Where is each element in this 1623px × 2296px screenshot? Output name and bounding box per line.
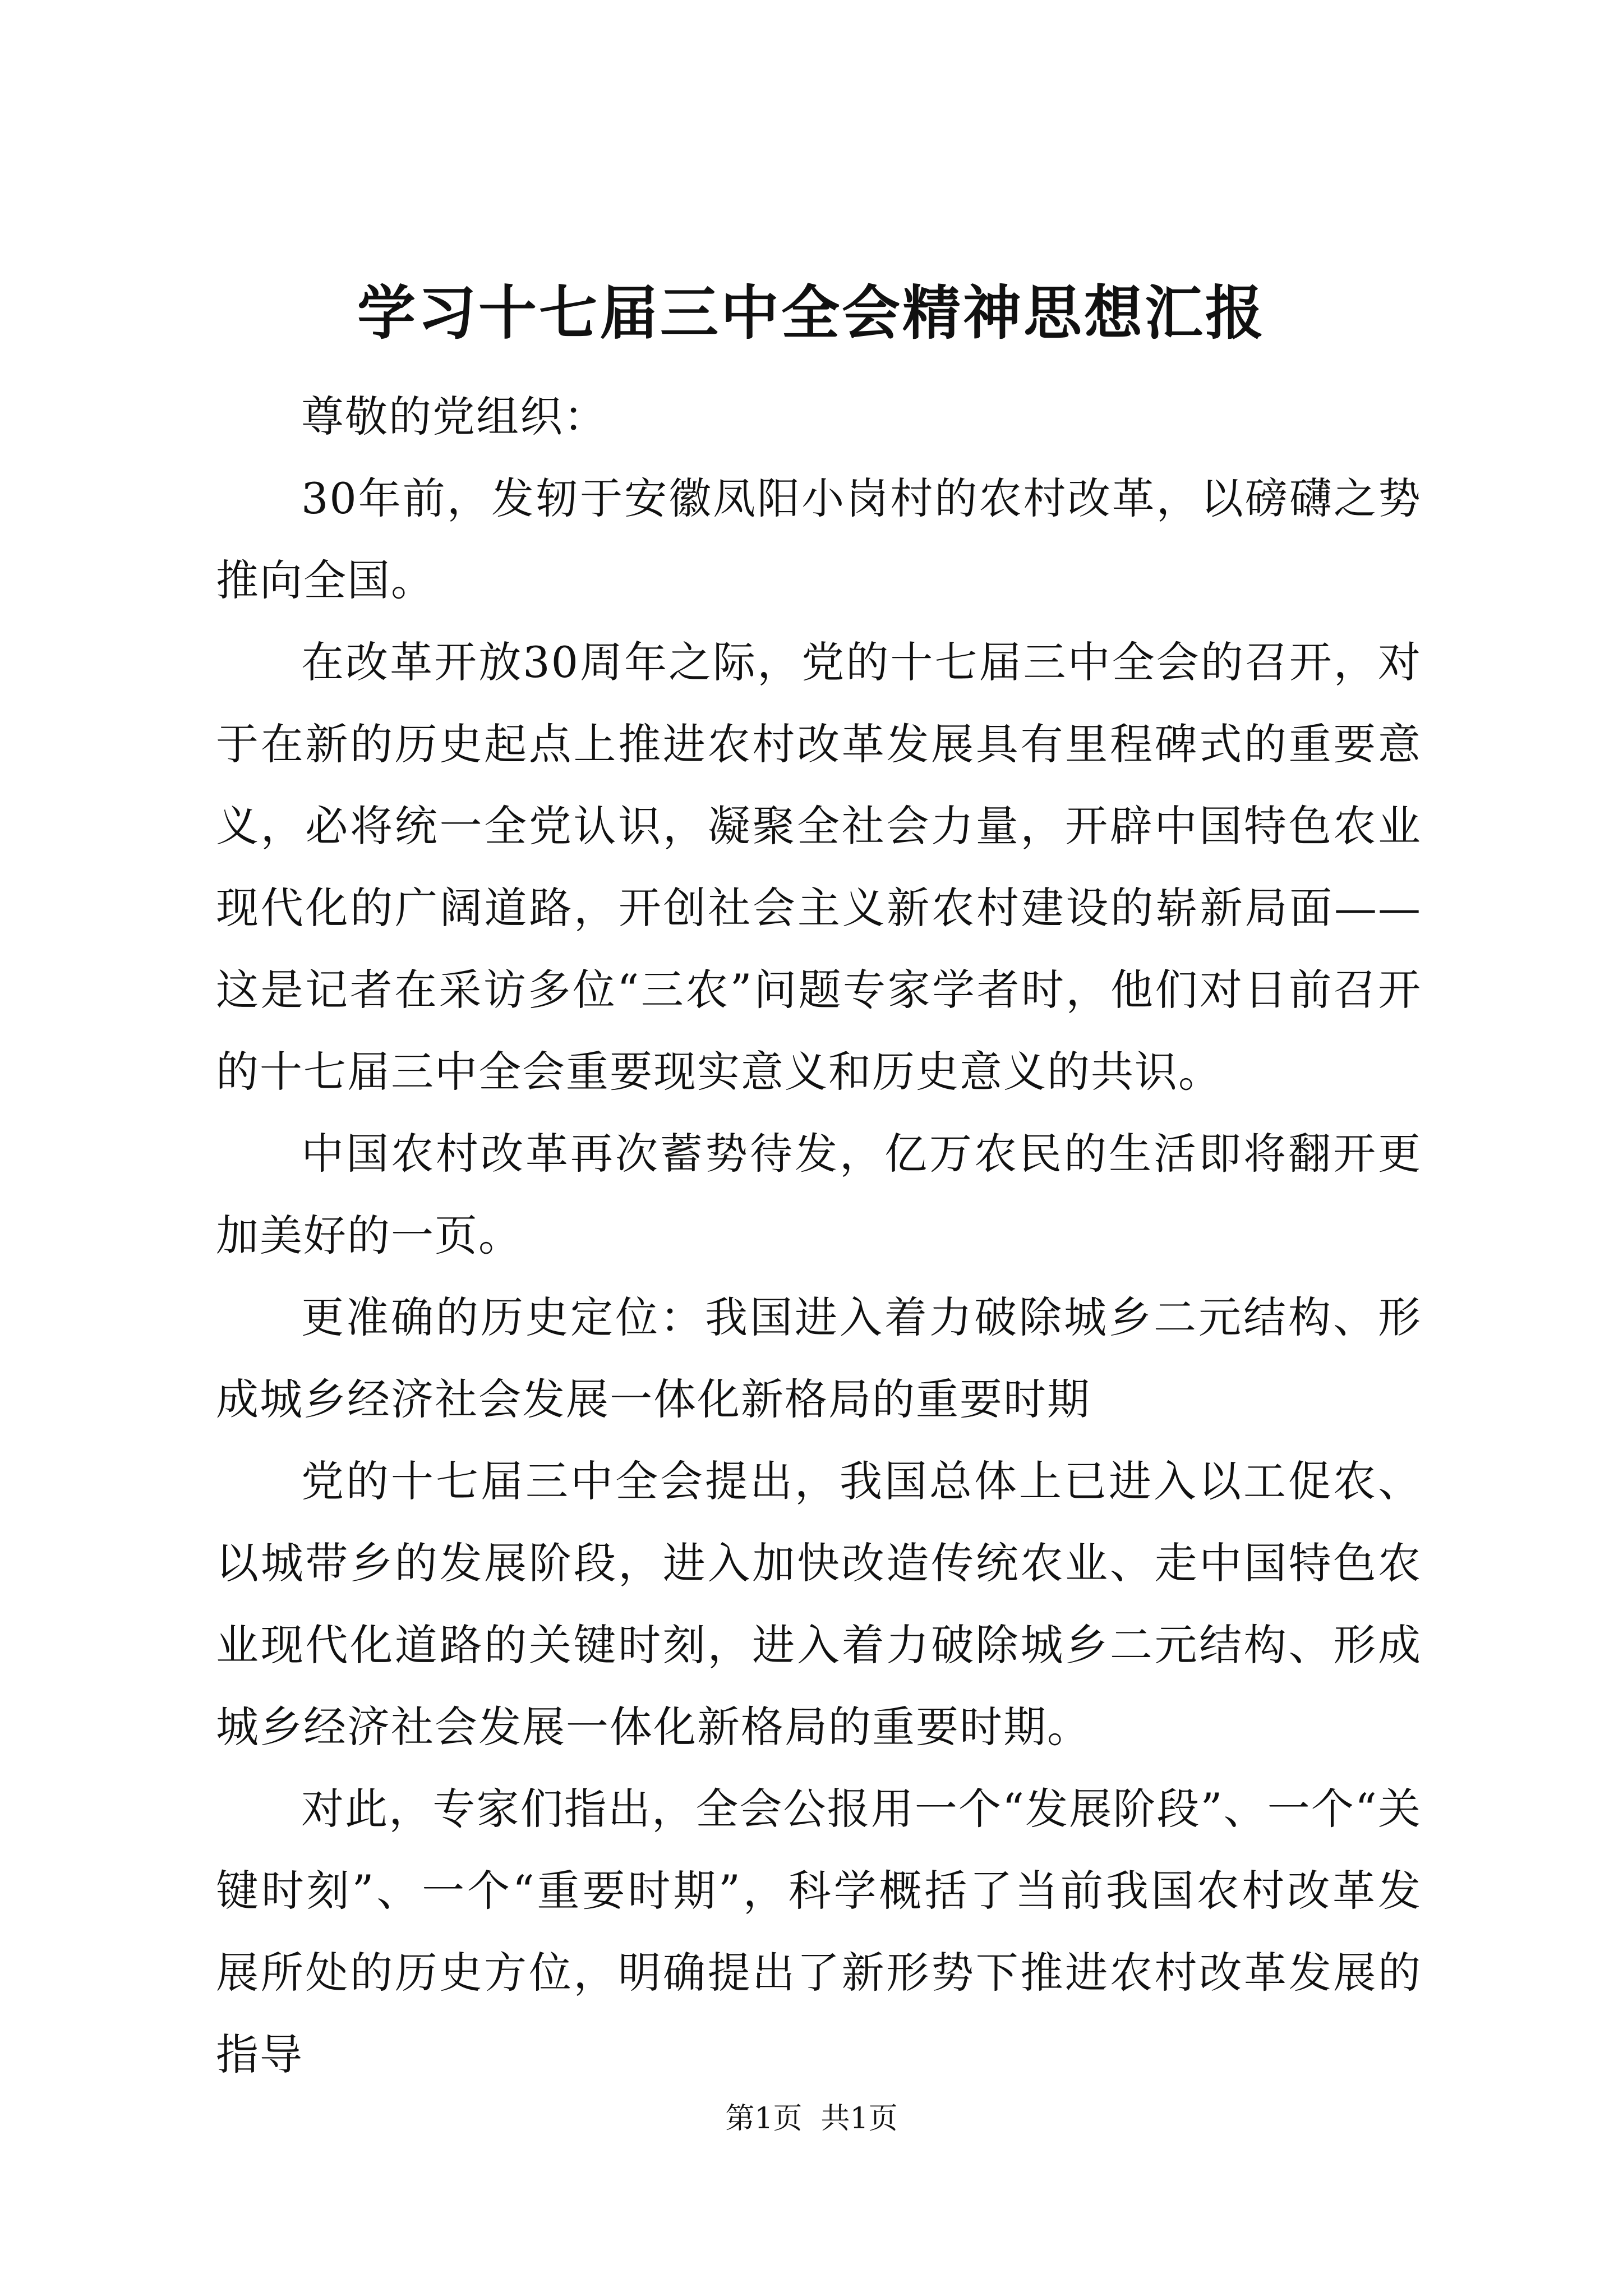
salutation: 尊敬的党组织： xyxy=(301,392,607,441)
section-heading: 更准确的历史定位：我国进入着力破除城乡二元结构、形成城乡经济社会发展一体化新格局的重要时期 xyxy=(216,1292,1422,1424)
paragraph: 党的十七届三中全会提出，我国总体上已进入以工促农、以城带乡的发展阶段，进入加快改造传统农业、走中国特色农业现代化道路的关键时刻，进入着力破除城乡二元结构、形成城乡经济社会发展一体化新格局的重要时期。 xyxy=(216,1456,1422,1752)
page-footer xyxy=(0,2099,1623,2138)
document-title: 学习十七届三中全会精神思想汇报 xyxy=(357,278,1266,347)
page-total: 共1页 xyxy=(820,2102,898,2136)
page-number: 第1页 xyxy=(725,2102,803,2136)
document-body xyxy=(216,376,1422,2096)
paragraph: 对此，专家们指出，全会公报用一个“发展阶段”、一个“关键时刻”、一个“重要时期”，科学概括了当前我国农村改革发展所处的历史方位，明确提出了新形势下推进农村改革发展的指导 xyxy=(216,1784,1422,2079)
paragraph: 在改革开放30周年之际，党的十七届三中全会的召开，对于在新的历史起点上推进农村改革发展具有里程碑式的重要意义，必将统一全党认识，凝聚全社会力量，开辟中国特色农业现代化的广阔道路，开创社会主义新农村建设的崭新局面——这是记者在采访多位“三农”问题专家学者时，他们对日前召开的十七届三中全会重要现实意义和历史意义的共识。 xyxy=(216,637,1422,1097)
footer-spacer xyxy=(802,2102,820,2136)
paragraph: 30年前，发轫于安徽凤阳小岗村的农村改革，以磅礴之势推向全国。 xyxy=(216,473,1422,605)
paragraph: 中国农村改革再次蓄势待发，亿万农民的生活即将翻开更加美好的一页。 xyxy=(216,1129,1422,1260)
